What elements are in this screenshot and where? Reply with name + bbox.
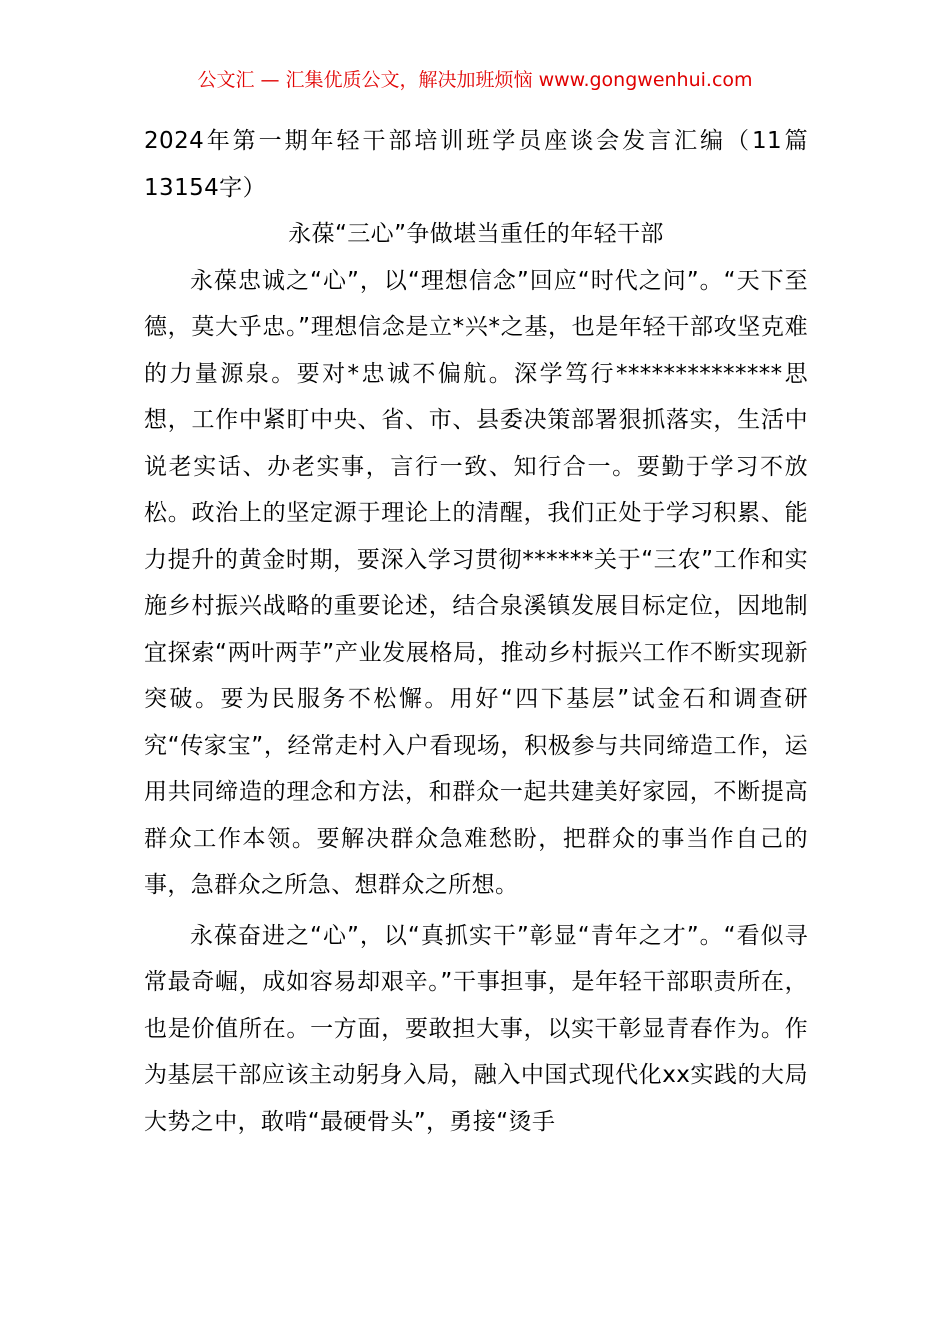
paragraph: 永葆奋进之“心”，以“真抓实干”彰显“青年之才”。“看似寻常最奇崛，成如容易却艰辛。”干事担事，是年轻干部职责所在，也是价值所在。一方面，要敢担大事，以实干彰显青春作为。作为基层干部应该主动躬身入局，融入中国式现代化xx实践的大局大势之中，敢啃“最硬骨头”，勇接“烫手 xyxy=(144,922,808,1135)
header-banner[interactable]: 公文汇 — 汇集优质公文，解决加班烦恼 www.gongwenhui.com xyxy=(197,69,753,91)
document-body xyxy=(144,118,808,1145)
paragraph: 永葆忠诚之“心”，以“理想信念”回应“时代之问”。“天下至德，莫大乎忠。”理想信念是立*兴*之基，也是年轻干部攻坚克难的力量源泉。要对*忠诚不偏航。深学笃行**************思想，工作中紧盯中央、省、市、县委决策部署狠抓落实，生活中说老实话、办老实事，言行一致、知行合一。要勤于学习不放松。政治上的坚定源于理论上的清醒，我们正处于学习积累、能力提升的黄金时期，要深入学习贯彻******关于“三农”工作和实施乡村振兴战略的重要论述，结合泉溪镇发展目标定位，因地制宜探索“两叶两芋”产业发展格局，推动乡村振兴工作不断实现新突破。要为民服务不松懈。用好“四下基层”试金石和调查研究“传家宝”，经常走村入户看现场，积极参与共同缔造工作，运用共同缔造的理念和方法，和群众一起共建美好家园，不断提高群众工作本领。要解决群众急难愁盼，把群众的事当作自己的事，急群众之所急、想群众之所想。 xyxy=(144,267,808,898)
document-title: 2024年第一期年轻干部培训班学员座谈会发言汇编（11篇13154字） xyxy=(144,128,808,201)
section-title: 永葆“三心”争做堪当重任的年轻干部 xyxy=(288,221,664,247)
